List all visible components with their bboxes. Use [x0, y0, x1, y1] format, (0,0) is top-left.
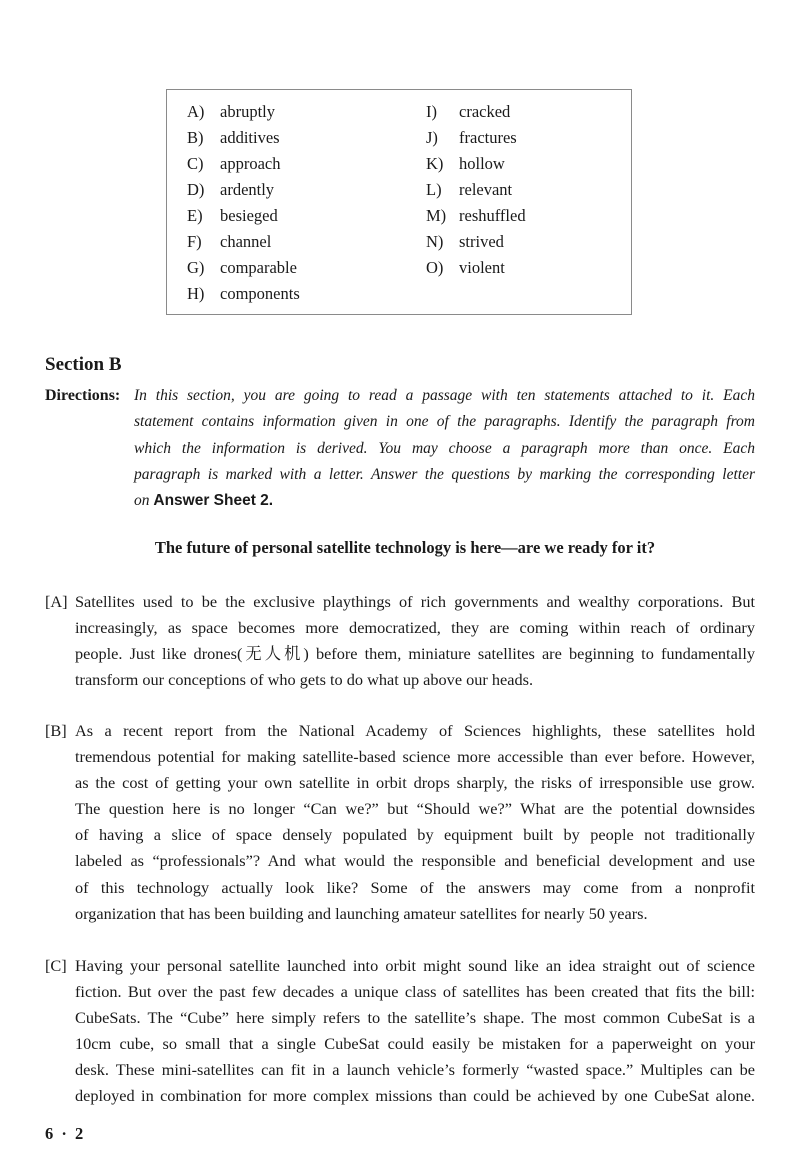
word-bank-left-column — [187, 99, 300, 307]
paragraph-label: [B] — [45, 721, 67, 740]
word-option: K) hollow — [426, 154, 505, 173]
passage-title: The future of personal satellite technology is here—are we ready for it? — [154, 538, 656, 557]
paragraph-line: As a recent report from the National Academy of Sciences highlights, these satellites hold — [75, 721, 755, 740]
paragraph-label: [A] — [45, 592, 68, 611]
directions-line: on Answer Sheet 2. — [134, 492, 274, 510]
paragraph-line: people. Just like drones(无人机) before them, miniature satellites are beginning to fundamentally — [75, 644, 755, 664]
answer-sheet-reference: Answer Sheet 2. — [153, 492, 274, 510]
word-option: O) violent — [426, 258, 505, 277]
directions-label: Directions: — [45, 387, 121, 404]
paragraph-line: of this technology actually look like? Some of the answers may come from a nonprofit — [75, 877, 755, 897]
word-option: J) fractures — [426, 128, 517, 147]
paragraph-line: transform our conceptions of who gets to do what up above our heads. — [75, 670, 534, 690]
directions-text — [134, 383, 755, 514]
word-option: G) comparable — [187, 258, 297, 277]
word-option: L) relevant — [426, 180, 513, 199]
word-bank-box — [166, 89, 632, 315]
paragraph-line: organization that has been building and launching amateur satellites for nearly 50 years. — [75, 903, 648, 923]
paragraph-line: CubeSats. The “Cube” here simply refers to the satellite’s shape. The most common CubeSat is a — [75, 1008, 755, 1028]
word-option: F) channel — [187, 232, 272, 251]
paragraph-line: Having your personal satellite launched into orbit might sound like an idea straight out of science — [75, 956, 755, 975]
paragraph-line: deployed in combination for more complex missions than could be achieved by one CubeSat alone. — [75, 1086, 755, 1106]
directions-line: which the information is derived. You may choose a paragraph more than once. Each — [134, 439, 755, 457]
paragraph-line: desk. These mini-satellites can fit in a launch vehicle’s formerly “wasted space.” Multiples can be — [75, 1060, 755, 1080]
word-option: B) additives — [187, 128, 280, 147]
paragraph-label: [C] — [45, 956, 67, 975]
word-option: I) cracked — [426, 102, 511, 121]
section-title: Section B — [45, 354, 122, 375]
directions — [45, 383, 755, 514]
paragraph-c — [45, 953, 755, 1110]
word-option: N) strived — [426, 232, 504, 251]
word-option: M) reshuffled — [426, 206, 526, 225]
word-option: D) ardently — [187, 180, 275, 199]
word-bank-right-column — [426, 99, 526, 281]
paragraph-a — [45, 589, 755, 693]
directions-line: paragraph is marked with a letter. Answer the questions by marking the corresponding letter — [134, 465, 755, 483]
paragraph-line: Satellites used to be the exclusive playthings of rich governments and wealthy corporations. But — [75, 592, 755, 611]
page-number: 6 · 2 — [45, 1124, 86, 1143]
word-option: A) abruptly — [187, 102, 275, 121]
paragraph-line: 10cm cube, so small that a single CubeSat could easily be mistaken for a paperweight on your — [75, 1034, 755, 1054]
paragraph-line: increasingly, as space becomes more democratized, they are coming within reach of ordinary — [75, 618, 755, 638]
word-option: C) approach — [187, 154, 281, 173]
paragraph-line: of having a slice of space densely populated by equipment built by people not traditionally — [75, 825, 755, 845]
paragraph-b — [45, 718, 755, 927]
directions-line: statement contains information given in one of the paragraphs. Identify the paragraph from — [134, 413, 755, 431]
paragraph-line: tremendous potential for making satellite-based science more accessible than ever before. However, — [75, 747, 755, 767]
word-option: H) components — [187, 284, 300, 303]
paragraph-line: fiction. But over the past few decades a unique class of satellites has been created that fits the bill: — [75, 982, 755, 1002]
word-option: E) besieged — [187, 206, 278, 225]
directions-line: In this section, you are going to read a passage with ten statements attached to it. Each — [134, 387, 755, 404]
paragraph-line: labeled as “professionals”? And what would the responsible and beneficial development and use — [75, 851, 755, 871]
paragraph-line: The question here is no longer “Can we?” but “Should we?” What are the potential downsides — [75, 799, 755, 819]
paragraph-line: as the cost of getting your own satellite in orbit drops sharply, the risks of irresponsible use grow. — [75, 773, 755, 793]
